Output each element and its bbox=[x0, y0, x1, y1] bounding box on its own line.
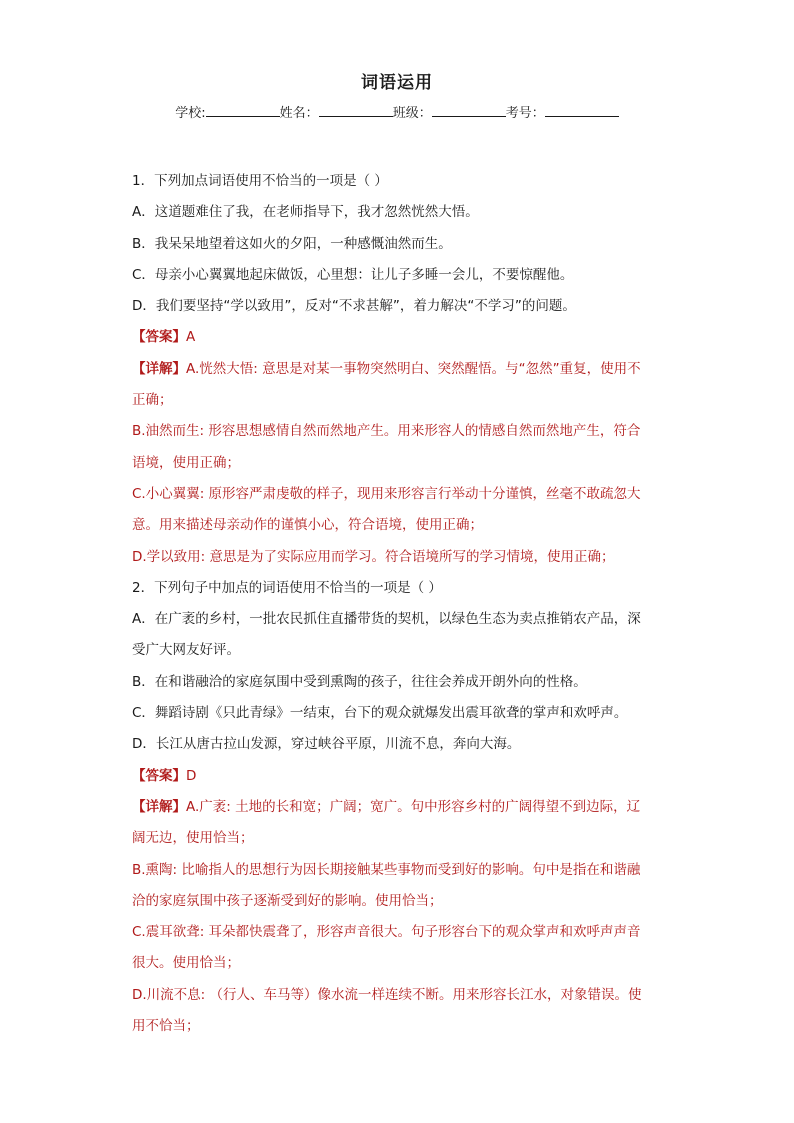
answer-tag: 【答案】 bbox=[132, 329, 186, 346]
detail-line: B.熏陶: 比喻指人的思想行为因长期接触某些事物而受到好的影响。句中是指在和谐融 bbox=[132, 861, 641, 878]
detail-line: 用不恰当； bbox=[132, 1018, 200, 1035]
detail-tag: 【详解】 bbox=[132, 798, 186, 815]
detail-line: D.川流不息: （行人、车马等）像水流一样连续不断。用来形容长江水，对象错误。使 bbox=[132, 986, 642, 1003]
option-d: D．长江从唐古拉山发源，穿过峡谷平原，川流不息，奔向大海。 bbox=[132, 736, 521, 753]
detail-line: 很大。使用恰当； bbox=[132, 955, 240, 972]
detail-line: 正确； bbox=[132, 392, 173, 409]
option-d: D．我们要坚持“学以致用”，反对“不求甚解”，着力解决“不学习”的问题。 bbox=[132, 298, 576, 315]
name-label: 姓名： bbox=[279, 106, 319, 121]
detail-line: 语境，使用正确； bbox=[132, 454, 240, 471]
answer-value: A bbox=[186, 329, 196, 346]
option-b: B．我呆呆地望着这如火的夕阳，一种感慨油然而生。 bbox=[132, 235, 452, 252]
question-stem: 1．下列加点词语使用不恰当的一项是（ ） bbox=[132, 173, 388, 189]
detail-line: 意。用来描述母亲动作的谨慎小心，符合语境，使用正确； bbox=[132, 517, 483, 534]
id-label: 考号： bbox=[505, 106, 545, 121]
id-blank[interactable] bbox=[545, 104, 619, 117]
detail-line: C.小心翼翼: 原形容严肃虔敬的样子，现用来形容言行举动十分谨慎，丝毫不敢疏忽大 bbox=[132, 485, 641, 502]
detail-line: C.震耳欲聋: 耳朵都快震聋了，形容声音很大。句子形容台下的观众掌声和欢呼声声音 bbox=[132, 924, 641, 941]
name-blank[interactable] bbox=[319, 104, 393, 117]
detail-text: A.恍然大悟: 意思是对某一事物突然明白、突然醒悟。与“忽然”重复，使用不 bbox=[186, 360, 641, 377]
school-label: 学校: bbox=[175, 106, 206, 121]
option-c: C．舞蹈诗剧《只此青绿》一结束，台下的观众就爆发出震耳欲聋的掌声和欢呼声。 bbox=[132, 705, 628, 722]
student-info-line bbox=[0, 102, 794, 121]
detail-tag: 【详解】 bbox=[132, 360, 186, 377]
detail-line bbox=[132, 354, 662, 385]
answer-line bbox=[132, 761, 662, 792]
option-a: A．在广袤的乡村，一批农民抓住直播带货的契机，以绿色生态为卖点推销农产品，深 bbox=[132, 611, 641, 628]
page-title: 词语运用 bbox=[361, 73, 433, 93]
detail-line bbox=[132, 792, 662, 823]
questions-content bbox=[132, 166, 662, 1042]
question-stem: 2．下列句子中加点的词语使用不恰当的一项是（ ） bbox=[132, 579, 442, 596]
option-c: C．母亲小心翼翼地起床做饭，心里想：让儿子多睡一会儿，不要惊醒他。 bbox=[132, 266, 574, 283]
detail-line: 洽的家庭氛围中孩子逐渐受到好的影响。使用恰当； bbox=[132, 892, 443, 909]
detail-line: B.油然而生: 形容思想感情自然而然地产生。用来形容人的情感自然而然地产生，符合 bbox=[132, 423, 641, 440]
detail-line: 阔无边，使用恰当； bbox=[132, 830, 254, 847]
class-label: 班级： bbox=[392, 106, 432, 121]
detail-text: A.广袤: 土地的长和宽；广阔；宽广。句中形容乡村的广阔得望不到边际，辽 bbox=[186, 798, 641, 815]
school-blank[interactable] bbox=[206, 104, 280, 117]
answer-tag: 【答案】 bbox=[132, 767, 186, 784]
option-a: A．这道题难住了我，在老师指导下，我才忽然恍然大悟。 bbox=[132, 204, 479, 221]
option-a-continued: 受广大网友好评。 bbox=[132, 642, 240, 659]
option-b: B．在和谐融洽的家庭氛围中受到熏陶的孩子，往往会养成开朗外向的性格。 bbox=[132, 673, 587, 690]
class-blank[interactable] bbox=[432, 104, 506, 117]
answer-value: D bbox=[186, 767, 197, 784]
detail-line: D.学以致用: 意思是为了实际应用而学习。符合语境所写的学习情境，使用正确； bbox=[132, 548, 615, 565]
answer-line bbox=[132, 322, 662, 353]
